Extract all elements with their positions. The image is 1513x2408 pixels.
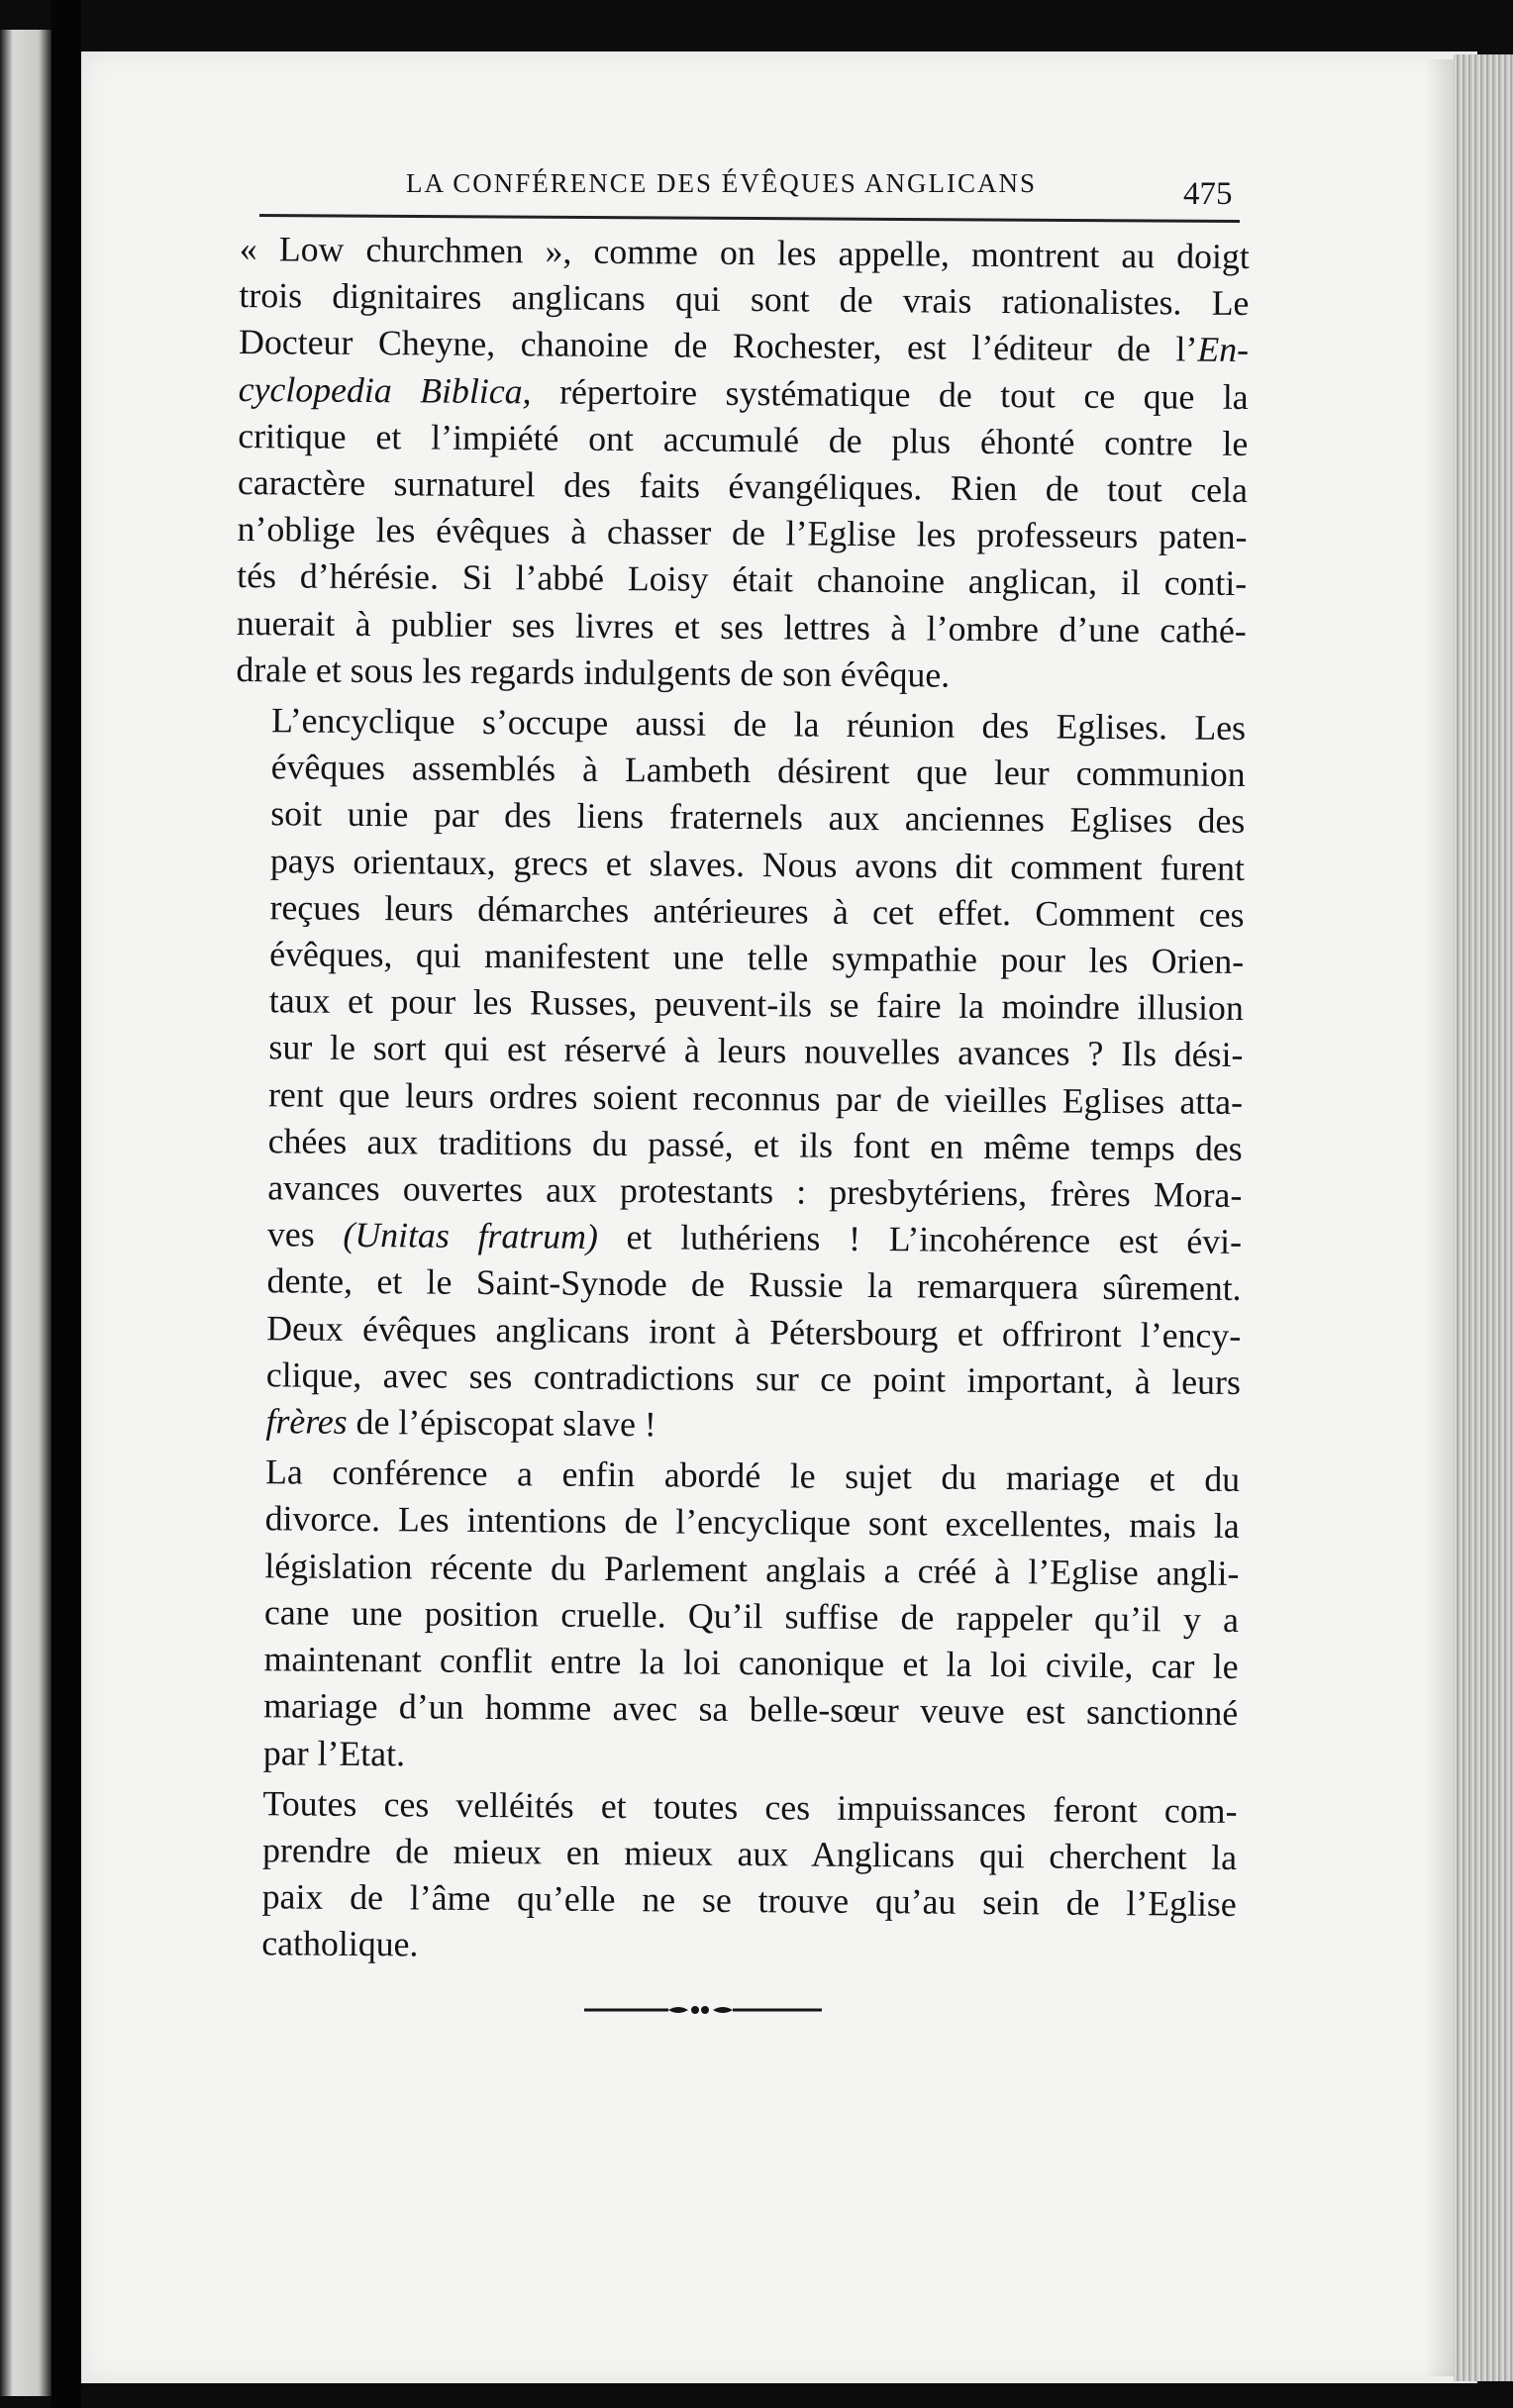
text-line <box>227 1827 1237 1881</box>
text-line <box>235 790 1245 845</box>
text-run: La conférence a enfin abordé le sujet du mariage et du <box>264 1452 1241 1500</box>
text-run: prendre de mieux en mieux aux Anglicans qui cherchent la <box>261 1830 1238 1877</box>
text-run: évêques assemblés à Lambeth désirent que leur communion <box>270 747 1246 795</box>
text-run: catholique. <box>261 1923 419 1964</box>
text-run: cane une position cruelle. Qu’il suffise de rappeler qu’il y a <box>263 1592 1240 1640</box>
text-line <box>235 838 1245 892</box>
text-line <box>232 1211 1242 1265</box>
text-run: sur le sort qui est réservé à leurs nouvelles avances ? Ils dési- <box>268 1027 1244 1075</box>
text-line <box>239 319 1249 373</box>
text-line <box>230 1495 1240 1550</box>
page-number: 475 <box>1183 176 1233 212</box>
text-line <box>238 413 1248 467</box>
text-run: pays orientaux, grecs et slaves. Nous avons dit comment furent <box>269 840 1246 888</box>
text-run: mariage d’un homme avec sa belle-sœur veuve est sanctionné <box>263 1685 1239 1734</box>
paragraph <box>236 226 1250 701</box>
text-line <box>236 697 1246 752</box>
text-line <box>238 459 1248 514</box>
text-run: « Low churchmen », comme on les appelle, montrent au doigt <box>239 228 1250 277</box>
text-run: Toutes ces velléités et toutes ces impuissances feront com- <box>262 1782 1238 1831</box>
text-line <box>234 931 1244 985</box>
text-run: trois dignitaires anglicans qui sont de vrais rationalistes. Le <box>239 275 1250 324</box>
left-page-edge <box>0 30 51 2396</box>
paragraph <box>228 1449 1241 1783</box>
text-run: ves <box>266 1214 344 1255</box>
italic-text: cyclopedia Biblica, <box>238 368 532 411</box>
text-run: nuerait à publier ses livres et ses lettres à l’ombre d’une cathé- <box>236 602 1247 651</box>
text-run: soit unie par des liens fraternels aux anciennes Eglises des <box>270 793 1246 842</box>
text-line <box>229 1543 1239 1597</box>
paragraph <box>226 1780 1237 1975</box>
text-line <box>230 1398 1240 1453</box>
text-run: maintenant conflit entre la loi canonique et la loi civile, car le <box>263 1639 1239 1687</box>
text-line <box>229 1589 1239 1644</box>
text-line <box>239 366 1249 421</box>
text-line <box>227 1873 1237 1928</box>
text-line <box>231 1257 1241 1312</box>
paragraph <box>230 697 1246 1453</box>
text-run: paix de l’âme qu’elle ne se trouve qu’au sein de l’Eglise <box>261 1876 1237 1925</box>
text-line <box>237 600 1247 654</box>
text-line <box>237 506 1247 560</box>
text-line <box>228 1682 1238 1737</box>
text-run: législation récente du Parlement anglais a créé à l’Eglise angli- <box>264 1545 1240 1593</box>
text-line <box>240 226 1250 280</box>
italic-text: frères <box>265 1401 348 1442</box>
running-head-title: LA CONFÉRENCE DES ÉVÊQUES ANGLICANS <box>406 168 1038 198</box>
text-run: tés d’hérésie. Si l’abbé Loisy était chanoine anglican, il conti- <box>237 555 1248 604</box>
text-run: et luthériens ! L’incohérence est évi- <box>597 1217 1243 1262</box>
text-run: drale et sous les regards indulgents de son évêque. <box>236 649 951 695</box>
text-run: par l’Etat. <box>262 1732 406 1773</box>
text-line <box>233 1024 1243 1078</box>
text-run: clique, avec ses contradictions sur ce point important, à leurs <box>265 1354 1242 1402</box>
text-run: avances ouvertes aux protestants : presbytériens, frères Mora- <box>267 1167 1243 1216</box>
text-run: critique et l’impiété ont accumulé de plus éhonté contre le <box>238 415 1249 463</box>
italic-text: (Unitas fratrum) <box>343 1215 599 1257</box>
text-line <box>239 272 1249 327</box>
text-run: taux et pour les Russes, peuvent-ils se faire la moindre illusion <box>268 980 1244 1029</box>
text-run: Docteur Cheyne, chanoine de Rochester, est l’éditeur de l’ <box>238 322 1198 370</box>
text-run: évêques, qui manifestent une telle sympathie pour les Orien- <box>269 934 1245 982</box>
text-line <box>228 1636 1238 1690</box>
text-line <box>233 1071 1243 1126</box>
fleuron-ornament-icon <box>584 2000 822 2020</box>
text-run: L’encyclique s’occupe aussi de la réunion des Eglises. Les <box>270 700 1247 749</box>
italic-text: En- <box>1197 330 1250 370</box>
text-run: Deux évêques anglicans iront à Pétersbourg et offriront l’ency- <box>266 1307 1242 1355</box>
text-line <box>227 1780 1237 1835</box>
body-text <box>226 226 1250 1974</box>
text-line <box>236 744 1246 798</box>
text-run: rent que leurs ordres soient reconnus par de vieilles Eglises atta- <box>267 1073 1244 1122</box>
text-run: répertoire systématique de tout ce que la <box>531 370 1249 417</box>
text-line <box>231 1352 1241 1406</box>
text-line <box>236 647 1246 701</box>
text-run: caractère surnaturel des faits évangéliques. Rien de tout cela <box>237 462 1249 511</box>
text-line <box>226 1920 1236 1974</box>
text-line <box>232 1164 1242 1219</box>
text-line <box>234 977 1244 1032</box>
stacked-page-edges <box>1454 54 1513 2381</box>
text-run: divorce. Les intentions de l’encyclique sont excellentes, mais la <box>264 1498 1240 1547</box>
text-line <box>237 552 1247 607</box>
text-run: dente, et le Saint-Synode de Russie la remarquera sûrement. <box>266 1260 1242 1309</box>
text-line <box>231 1305 1241 1359</box>
text-line <box>234 884 1244 939</box>
text-run: de l’épiscopat slave ! <box>347 1401 656 1445</box>
text-run: chées aux traditions du passé, et ils font en même temps des <box>267 1121 1243 1168</box>
text-run: n’oblige les évêques à chasser de l’Eglise les professeurs paten- <box>237 509 1248 557</box>
text-line <box>230 1449 1240 1503</box>
text-line <box>233 1118 1243 1172</box>
page-edge-shadow <box>1424 59 1454 2376</box>
book-gutter <box>51 0 81 2408</box>
text-run: reçues leurs démarches antérieures à cet effet. Comment ces <box>269 887 1245 935</box>
text-line <box>228 1729 1238 1783</box>
